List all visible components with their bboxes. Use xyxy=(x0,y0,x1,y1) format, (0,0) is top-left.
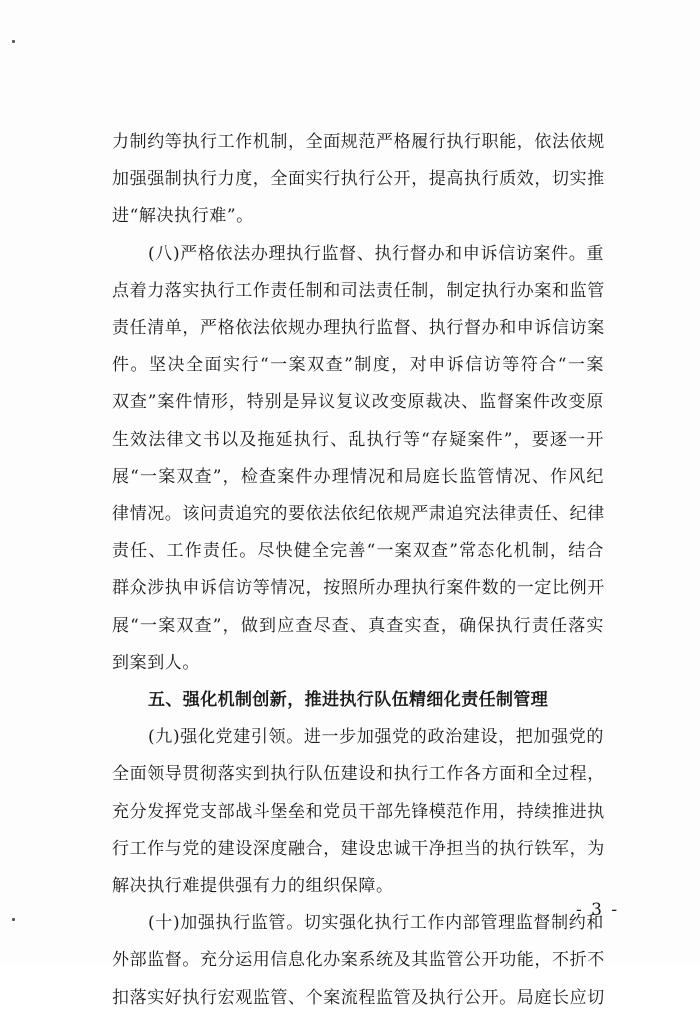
text-line: 责任清单，严格依法依规办理执行监督、执行督办和申诉信访案 xyxy=(112,318,605,339)
text-line: 全面领导贯彻落实到执行队伍建设和执行工作各方面和全过程， xyxy=(112,764,605,785)
text-line: 生效法律文书以及拖延执行、乱执行等“存疑案件”，要逐一开 xyxy=(112,429,604,450)
text-line: 双查”案件情形，特别是异议复议改变原裁决、监督案件改变原 xyxy=(112,392,604,413)
text-line: 律情况。该问责追究的要依法依纪依规严肃追究法律责任、纪律 xyxy=(112,504,605,525)
text-line: (九)强化党建引领。进一步加强党的政治建设，把加强党的 xyxy=(148,727,604,748)
text-line: 加强强制执行力度，全面实行执行公开，提高执行质效，切实推 xyxy=(112,169,605,190)
text-line: (八)严格依法办理执行监督、执行督办和申诉信访案件。重 xyxy=(148,243,604,264)
text-line: 力制约等执行工作机制，全面规范严格履行执行职能，依法依规 xyxy=(112,132,605,152)
body-text xyxy=(112,124,604,1017)
scan-dot xyxy=(12,918,15,921)
section-heading: 五、强化机制创新，推进执行队伍精细化责任制管理 xyxy=(148,690,549,711)
text-line: 展“一案双查”，检查案件办理情况和局庭长监管情况、作风纪 xyxy=(112,466,604,487)
text-line: 进“解决执行难”。 xyxy=(112,206,254,227)
text-line: 外部监督。充分运用信息化办案系统及其监管公开功能，不折不 xyxy=(112,950,605,971)
text-line: 解决执行难提供强有力的组织保障。 xyxy=(112,876,394,897)
page-number: - 3 - xyxy=(576,900,620,920)
text-line: 充分发挥党支部战斗堡垒和党员干部先锋模范作用，持续推进执 xyxy=(112,801,605,822)
text-line: 展“一案双查”，做到应查尽查、真查实查，确保执行责任落实 xyxy=(112,615,604,636)
text-line: 件。坚决全面实行“一案双查”制度，对申诉信访等符合“一案 xyxy=(112,355,604,376)
text-line: 责任、工作责任。尽快健全完善“一案双查”常态化机制，结合 xyxy=(112,541,604,562)
text-line: 点着力落实执行工作责任制和司法责任制，制定执行办案和监管 xyxy=(112,280,605,301)
text-line: 到案到人。 xyxy=(112,652,200,673)
scan-dot xyxy=(12,40,15,43)
text-line: 群众涉执申诉信访等情况，按照所办理执行案件数的一定比例开 xyxy=(112,578,605,599)
text-line: 扣落实好执行宏观监管、个案流程监管及执行公开。局庭长应切 xyxy=(112,987,605,1008)
text-line: (十)加强执行监管。切实强化执行工作内部管理监督制约和 xyxy=(148,913,604,934)
text-line: 行工作与党的建设深度融合，建设忠诚干净担当的执行铁军，为 xyxy=(112,838,605,859)
